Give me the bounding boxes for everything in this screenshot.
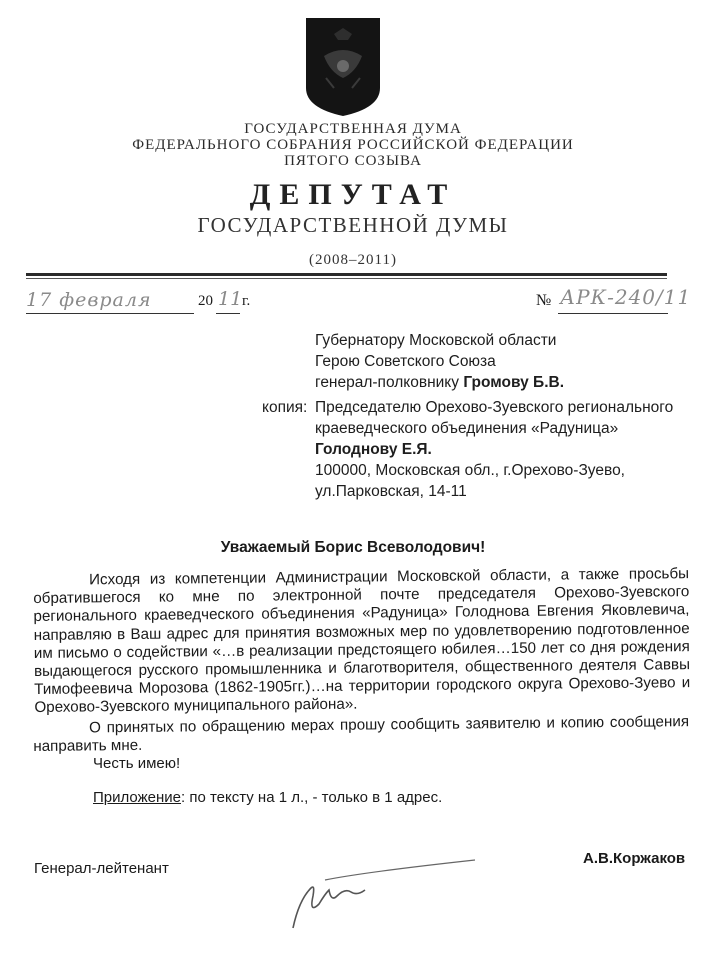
year-prefix: 20 [198, 293, 213, 309]
copy-recipient-block [315, 397, 673, 502]
copy-label: копия: [262, 399, 308, 416]
addressee-name: Громову Б.В. [463, 374, 565, 391]
closing-phrase: Честь имею! [93, 755, 181, 772]
attachment-note [93, 789, 442, 806]
attachment-label: Приложение [93, 789, 181, 806]
copy-name: Голоднову Е.Я. [315, 441, 432, 458]
body-paragraph-1: Исходя из компетенции Администрации Московской области, а также просьбы обратившегося ко мне по электронной почте председателя Орехово-Зуевского регионального краеведческого объединения «Радуница» Голоднова Евгения Яковлевича, направляю в Ваш адрес для принятия возможных мер по удовлетворению подготовленное им письмо о содействии «…в реализации предстоящего юбилея…150 лет со дня рождения выдающегося русского промышленника и благотворителя, общественного деятеля Саввы Тимофеевича Морозова (1862-1905гг.)…на территории городского округа Орехово-Зуево и Орехово-Зуевского муниципального района». [33, 565, 691, 717]
header-years: (2008–2011) [309, 252, 397, 268]
signer-rank: Генерал-лейтенант [34, 860, 169, 877]
addressee-rank: генерал-полковнику [315, 374, 464, 391]
header-line-convocation: ПЯТОГО СОЗЫВА [284, 153, 422, 169]
number-label: № [536, 292, 552, 309]
year-underline [216, 313, 240, 314]
coat-of-arms-emblem [304, 16, 382, 118]
body-paragraph-2: О принятых по обращению мерах прошу сообщить заявителю и копию сообщения направить мне. [33, 713, 690, 756]
handwritten-year: 11 [218, 288, 243, 310]
header-line-federal-assembly: ФЕДЕРАЛЬНОГО СОБРАНИЯ РОССИЙСКОЙ ФЕДЕРАЦИИ [132, 137, 574, 153]
copy-line2: краеведческого объединения «Радуница» [315, 420, 619, 437]
header-line-state-duma: ГОСУДАРСТВЕННАЯ ДУМА [244, 121, 462, 137]
copy-address2: ул.Парковская, 14-11 [315, 483, 467, 500]
handwritten-number: АРК-240/11 [560, 285, 692, 309]
salutation: Уважаемый Борис Всеволодович! [220, 539, 486, 556]
signer-name: А.В.Коржаков [583, 850, 686, 867]
copy-line1: Председателю Орехово-Зуевского регионального [315, 399, 674, 416]
header-deputy-title: ДЕПУТАТ [249, 178, 457, 211]
header-rule-thick [26, 273, 667, 276]
header-duma-subtitle: ГОСУДАРСТВЕННОЙ ДУМЫ [197, 213, 509, 237]
header-rule-thin [26, 278, 667, 279]
addressee-line2: Герою Советского Союза [315, 353, 496, 370]
year-suffix: г. [242, 293, 251, 309]
addressee-block [315, 330, 564, 393]
attachment-text: : по тексту на 1 л., - только в 1 адрес. [180, 789, 443, 806]
handwritten-signature-icon [285, 850, 485, 935]
number-underline [558, 313, 668, 314]
addressee-line1: Губернатору Московской области [315, 332, 557, 349]
handwritten-date: 17 февраля [26, 289, 152, 311]
date-underline [26, 313, 194, 314]
copy-address1: 100000, Московская обл., г.Орехово-Зуево, [315, 462, 625, 479]
addressee-line3 [315, 372, 564, 393]
